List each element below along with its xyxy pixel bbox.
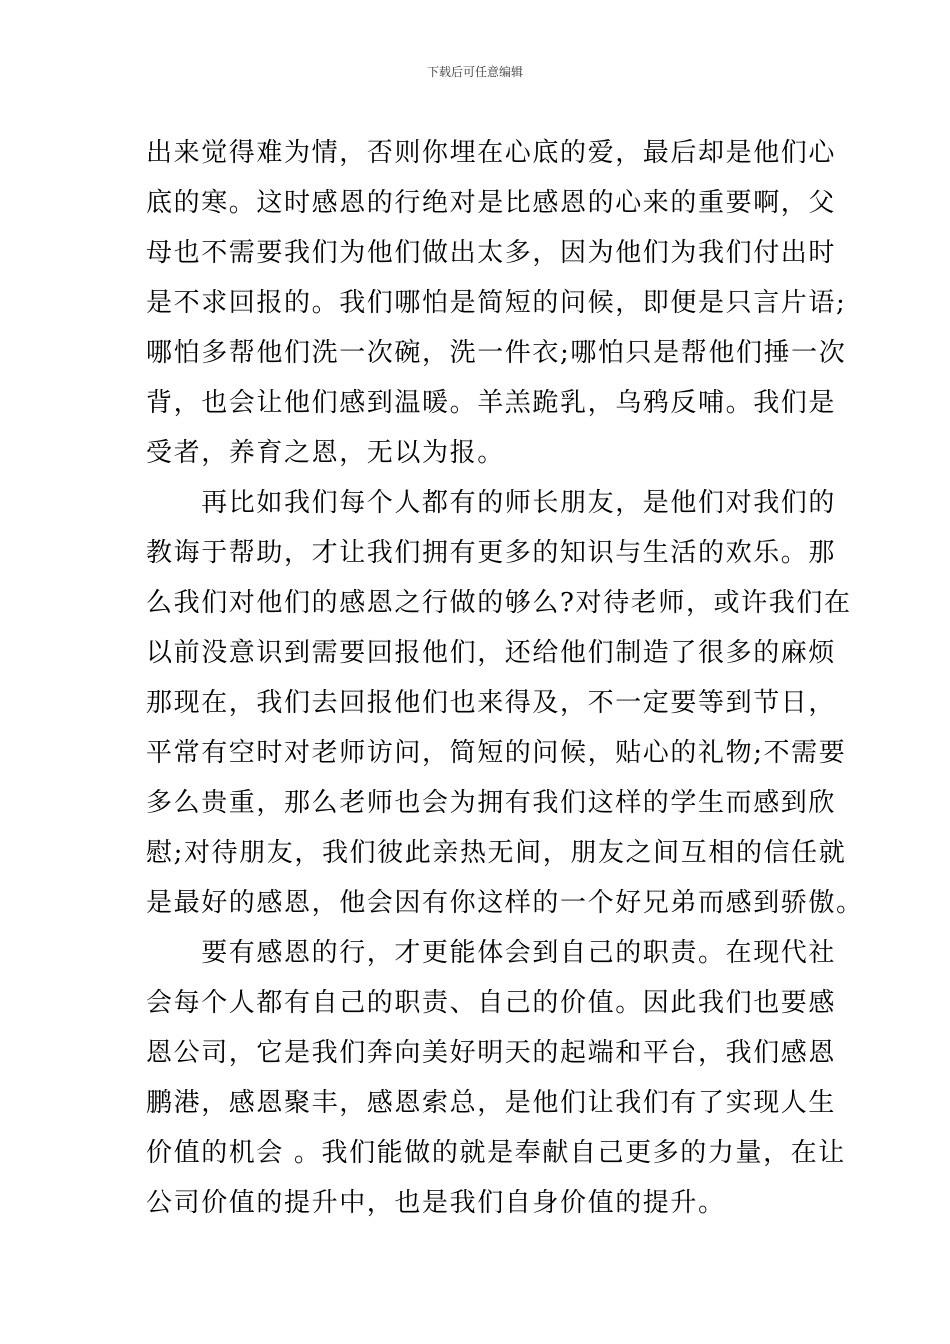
text-line: 多么贵重，那么老师也会为拥有我们这样的学生而感到欣 bbox=[146, 788, 837, 818]
text-line: 么我们对他们的感恩之行做的够么?对待老师，或许我们在 bbox=[146, 588, 852, 618]
text-line: 受者，养育之恩，无以为报。 bbox=[146, 438, 505, 468]
text-line: 会每个人都有自己的职责、自己的价值。因此我们也要感 bbox=[146, 988, 837, 1018]
text-line: 恩公司，它是我们奔向美好明天的起端和平台，我们感恩 bbox=[146, 1038, 837, 1068]
text-line: 母也不需要我们为他们做出太多，因为他们为我们付出时 bbox=[146, 238, 837, 268]
text-line: 公司价值的提升中，也是我们自身价值的提升。 bbox=[146, 1188, 726, 1218]
text-line: 出来觉得难为情，否则你埋在心底的爱，最后却是他们心 bbox=[146, 138, 837, 168]
text-line: 是不求回报的。我们哪怕是简短的问候，即便是只言片语; bbox=[146, 288, 847, 318]
text-line: 鹏港，感恩聚丰，感恩索总，是他们让我们有了实现人生 bbox=[146, 1088, 837, 1118]
text-line: 要有感恩的行，才更能体会到自己的职责。在现代社 bbox=[146, 938, 837, 968]
text-line: 再比如我们每个人都有的师长朋友，是他们对我们的 bbox=[146, 488, 837, 518]
text-line: 平常有空时对老师访问，简短的问候，贴心的礼物;不需要 bbox=[146, 738, 847, 768]
text-line: 那现在，我们去回报他们也来得及，不一定要等到节日， bbox=[146, 688, 837, 718]
text-line: 背，也会让他们感到温暖。羊羔跪乳，乌鸦反哺。我们是 bbox=[146, 388, 837, 418]
text-line: 底的寒。这时感恩的行绝对是比感恩的心来的重要啊，父 bbox=[146, 188, 837, 218]
body-text bbox=[146, 128, 864, 1228]
text-line: 以前没意识到需要回报他们，还给他们制造了很多的麻烦 bbox=[146, 638, 837, 668]
page-header: 下载后可任意编辑 bbox=[426, 65, 523, 79]
text-line: 是最好的感恩，他会因有你这样的一个好兄弟而感到骄傲。 bbox=[146, 888, 864, 918]
text-line: 价值的机会 。我们能做的就是奉献自己更多的力量，在让 bbox=[146, 1138, 846, 1168]
text-line: 教诲于帮助，才让我们拥有更多的知识与生活的欢乐。那 bbox=[146, 538, 837, 568]
text-line: 慰;对待朋友，我们彼此亲热无间，朋友之间互相的信任就 bbox=[146, 838, 847, 868]
text-line: 哪怕多帮他们洗一次碗，洗一件衣;哪怕只是帮他们捶一次 bbox=[146, 338, 847, 368]
